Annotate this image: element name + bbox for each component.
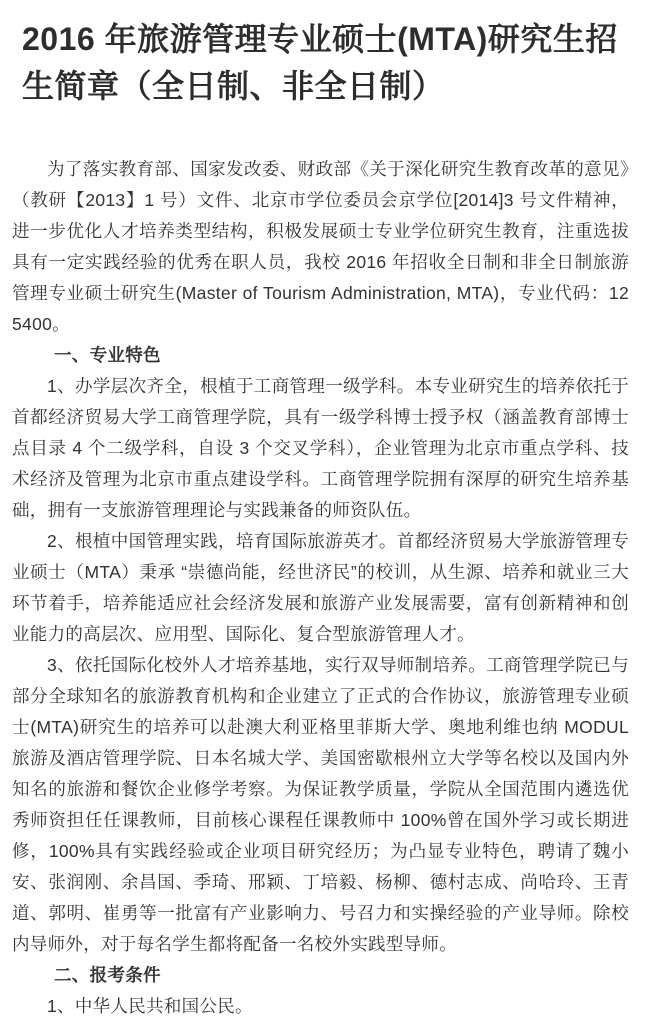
feature-paragraph-2: 2、根植中国管理实践，培育国际旅游英才。首都经济贸易大学旅游管理专业硕士（MTA）秉承 “崇德尚能，经世济民”的校训，从生源、培养和就业三大环节着手，培养能适应社会经济发展和旅游产业发展需要，富有创新精神和创业能力的高层次、应用型、国际化、复合型旅游管理人才。 [12,531,629,644]
feature-paragraph-3: 3、依托国际化校外人才培养基地，实行双导师制培养。工商管理学院已与部分全球知名的旅游教育机构和企业建立了正式的合作协议，旅游管理专业硕士(MTA)研究生的培养可以赴澳大利亚格里菲斯大学、奥地利维也纳 MODUL 旅游及酒店管理学院、日本名城大学、美国密歇根州立大学等名校以及国内外知名的旅游和餐饮企业修学考察。为保证教学质量，学院从全国范围内遴选优秀师资担任任课教师，目前核心课程任课教师中 100%曾在国外学习或长期进修，100%具有实践经验或企业项目研究经历；为凸显专业特色，聘请了魏小安、张润刚、余昌国、季琦、邢颖、丁培毅、杨柳、德村志成、尚哈玲、王青道、郭明、崔勇等一批富有产业影响力、号召力和实操经验的产业导师。除校内导师外，对于每名学生都将配备一名校外实践型导师。 [12,655,629,954]
requirement-paragraph-1: 1、中华人民共和国公民。 [47,996,253,1016]
document-title: 2016 年旅游管理专业硕士(MTA)研究生招生简章（全日制、非全日制） [22,21,618,104]
section-heading-features: 一、专业特色 [54,345,161,365]
section-heading-requirements: 二、报考条件 [54,965,161,985]
feature-paragraph-1: 1、办学层次齐全，根植于工商管理一级学科。本专业研究生的培养依托于首都经济贸易大学工商管理学院，具有一级学科博士授予权（涵盖教育部博士点目录 4 个二级学科，自设 3 个交叉学科），企业管理为北京市重点学科、技术经济及管理为北京市重点建设学科。工商管理学院拥有深厚的研究生培养基础，拥有一支旅游管理理论与实践兼备的师资队伍。 [12,376,629,520]
intro-paragraph: 为了落实教育部、国家发改委、财政部《关于深化研究生教育改革的意见》（教研【2013】1 号）文件、北京市学位委员会京学位[2014]3 号文件精神，进一步优化人才培养类型结构，积极发展硕士专业学位研究生教育，注重选拔具有一定实践经验的优秀在职人员，我校 2016 年招收全日制和非全日制旅游管理专业硕士研究生(Master of Tourism Administration, MTA)，专业代码：125400。 [12,159,629,334]
